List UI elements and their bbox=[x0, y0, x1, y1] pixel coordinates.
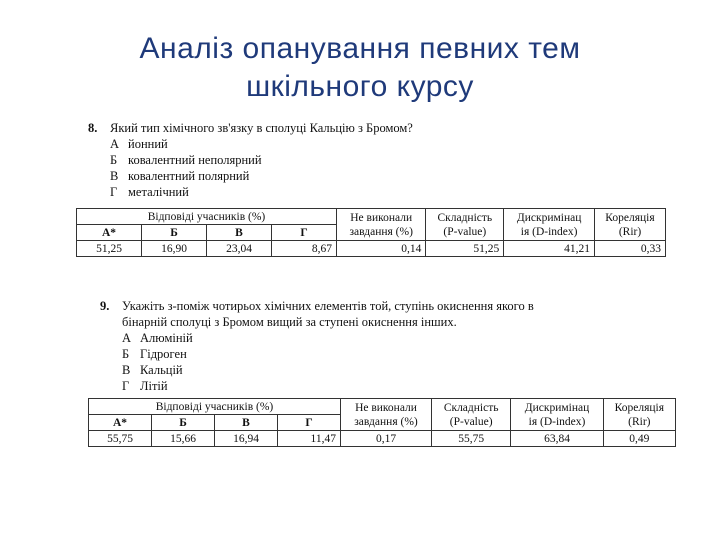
question-text: Який тип хімічного зв'язку в сполуці Кальцію з Бромом? bbox=[110, 121, 413, 135]
discrimination-header: Дискримінац ія (D-index) bbox=[504, 209, 595, 241]
option-a: А йонний bbox=[110, 137, 168, 151]
correlation-header: Кореляція (Rir) bbox=[603, 399, 675, 431]
question-9 bbox=[100, 298, 534, 394]
option-d: Г Літій bbox=[122, 379, 168, 393]
col-a: А* bbox=[89, 415, 152, 431]
col-c: В bbox=[215, 415, 278, 431]
table-row bbox=[89, 431, 676, 447]
cell: 51,25 bbox=[77, 241, 142, 257]
answers-header: Відповіді учасників (%) bbox=[77, 209, 337, 225]
col-d: Г bbox=[278, 415, 341, 431]
difficulty-header: Складність (P-value) bbox=[426, 209, 504, 241]
cell: 55,75 bbox=[89, 431, 152, 447]
cell: 16,94 bbox=[215, 431, 278, 447]
option-a: А Алюміній bbox=[122, 331, 193, 345]
table-row bbox=[77, 241, 666, 257]
cell: 23,04 bbox=[207, 241, 272, 257]
option-b: Б Гідроген bbox=[122, 347, 187, 361]
option-c: В ковалентний полярний bbox=[110, 169, 250, 183]
col-b: Б bbox=[142, 225, 207, 241]
not-done-header: Не виконали завдання (%) bbox=[337, 209, 426, 241]
cell: 0,49 bbox=[603, 431, 675, 447]
cell: 0,33 bbox=[594, 241, 665, 257]
cell: 8,67 bbox=[272, 241, 337, 257]
cell: 55,75 bbox=[432, 431, 511, 447]
option-c: В Кальцій bbox=[122, 363, 183, 377]
slide-title bbox=[0, 30, 720, 106]
col-b: Б bbox=[152, 415, 215, 431]
results-table-q9 bbox=[88, 398, 676, 447]
cell: 51,25 bbox=[426, 241, 504, 257]
cell: 63,84 bbox=[511, 431, 603, 447]
correlation-header: Кореляція (Rir) bbox=[594, 209, 665, 241]
question-text-line-2: бінарній сполуці з Бромом вищий за ступені окиснення інших. bbox=[122, 315, 457, 329]
discrimination-header: Дискримінац ія (D-index) bbox=[511, 399, 603, 431]
option-d: Г металічний bbox=[110, 185, 189, 199]
col-d: Г bbox=[272, 225, 337, 241]
results-table-q8 bbox=[76, 208, 666, 257]
col-c: В bbox=[207, 225, 272, 241]
cell: 16,90 bbox=[142, 241, 207, 257]
difficulty-header: Складність (P-value) bbox=[432, 399, 511, 431]
answers-header: Відповіді учасників (%) bbox=[89, 399, 341, 415]
not-done-header: Не виконали завдання (%) bbox=[341, 399, 432, 431]
slide-title-line-1: Аналіз опанування певних тем bbox=[139, 32, 581, 65]
cell: 0,14 bbox=[337, 241, 426, 257]
col-a: А* bbox=[77, 225, 142, 241]
slide-title-line-2: шкільного курсу bbox=[246, 70, 474, 103]
option-b: Б ковалентний неполярний bbox=[110, 153, 262, 167]
question-8 bbox=[88, 120, 413, 200]
cell: 15,66 bbox=[152, 431, 215, 447]
cell: 41,21 bbox=[504, 241, 595, 257]
question-number: 9. bbox=[100, 299, 110, 313]
cell: 11,47 bbox=[278, 431, 341, 447]
question-text-line-1: Укажіть з-поміж чотирьох хімічних елементів той, ступінь окиснення якого в bbox=[122, 299, 534, 313]
question-number: 8. bbox=[88, 121, 98, 135]
cell: 0,17 bbox=[341, 431, 432, 447]
